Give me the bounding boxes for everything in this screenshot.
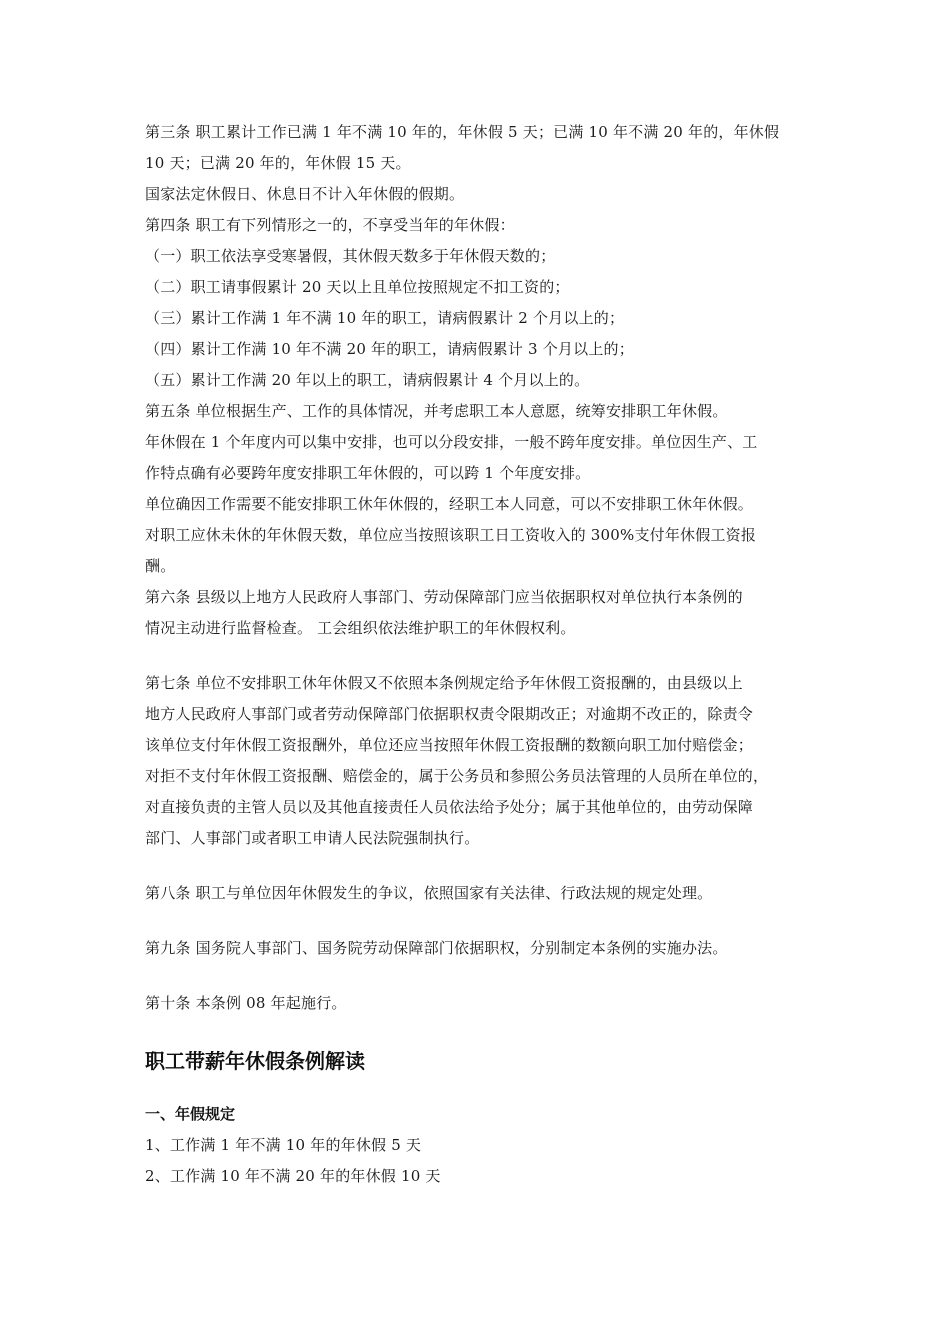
- article-7-line-1: 第七条 单位不安排职工休年休假又不依照本条例规定给予年休假工资报酬的，由县级以上: [145, 674, 743, 692]
- article-4-item-3: （三）累计工作满 1 年不满 10 年的职工，请病假累计 2 个月以上的；: [145, 309, 625, 327]
- article-7-line-5: 对直接负责的主管人员以及其他直接责任人员依法给予处分；属于其他单位的，由劳动保障: [145, 798, 754, 816]
- article-7-line-3: 该单位支付年休假工资报酬外，单位还应当按照年休假工资报酬的数额向职工加付赔偿金；: [145, 736, 754, 754]
- article-6-line-2: 情况主动进行监督检查。 工会组织依法维护职工的年休假权利。: [145, 619, 576, 637]
- article-7-line-4: 对拒不支付年休假工资报酬、赔偿金的，属于公务员和参照公务员法管理的人员所在单位的，: [145, 767, 769, 785]
- rule-item-1: 1、工作满 1 年不满 10 年的年休假 5 天: [145, 1136, 422, 1154]
- article-6-line-1: 第六条 县级以上地方人民政府人事部门、劳动保障部门应当依据职权对单位执行本条例的: [145, 588, 743, 606]
- section-title: 职工带薪年休假条例解读: [145, 1049, 365, 1073]
- article-4-line-1: 第四条 职工有下列情形之一的，不享受当年的年休假：: [145, 216, 515, 234]
- article-7-line-2: 地方人民政府人事部门或者劳动保障部门依据职权责令限期改正；对逾期不改正的，除责令: [145, 705, 754, 723]
- paragraph-gap: [145, 1019, 813, 1043]
- article-5-line-5: 对职工应休未休的年休假天数，单位应当按照该职工日工资收入的 300%支付年休假工资报: [145, 526, 757, 544]
- article-5-line-3: 作特点确有必要跨年度安排职工年休假的，可以跨 1 个年度安排。: [145, 464, 591, 482]
- article-10: 第十条 本条例 08 年起施行。: [145, 994, 347, 1012]
- document-page: [145, 117, 813, 1192]
- article-5-line-4: 单位确因工作需要不能安排职工休年休假的，经职工本人同意，可以不安排职工休年休假。: [145, 495, 754, 513]
- article-4-item-5: （五）累计工作满 20 年以上的职工，请病假累计 4 个月以上的。: [145, 371, 590, 389]
- heading-gap: [145, 1079, 813, 1099]
- article-9: 第九条 国务院人事部门、国务院劳动保障部门依据职权，分别制定本条例的实施办法。: [145, 939, 728, 957]
- article-4-item-1: （一）职工依法享受寒暑假，其休假天数多于年休假天数的；: [145, 247, 556, 265]
- section-subheading: 一、年假规定: [145, 1105, 236, 1123]
- article-5-line-1: 第五条 单位根据生产、工作的具体情况，并考虑职工本人意愿，统筹安排职工年休假。: [145, 402, 728, 420]
- paragraph-gap: [145, 964, 813, 988]
- paragraph-gap: [145, 909, 813, 933]
- rule-item-2: 2、工作满 10 年不满 20 年的年休假 10 天: [145, 1167, 441, 1185]
- paragraph-gap: [145, 644, 813, 668]
- article-4-item-2: （二）职工请事假累计 20 天以上且单位按照规定不扣工资的；: [145, 278, 570, 296]
- article-8: 第八条 职工与单位因年休假发生的争议，依照国家有关法律、行政法规的规定处理。: [145, 884, 713, 902]
- article-3-line-1: 第三条 职工累计工作已满 1 年不满 10 年的，年休假 5 天；已满 10 年不满 20 年的，年休假: [145, 123, 780, 141]
- article-3-line-3: 国家法定休假日、休息日不计入年休假的假期。: [145, 185, 465, 203]
- paragraph-gap: [145, 854, 813, 878]
- article-3-line-2: 10 天；已满 20 年的，年休假 15 天。: [145, 154, 411, 172]
- article-7-line-6: 部门、人事部门或者职工申请人民法院强制执行。: [145, 829, 480, 847]
- article-5-line-2: 年休假在 1 个年度内可以集中安排，也可以分段安排，一般不跨年度安排。单位因生产、工: [145, 433, 758, 451]
- article-4-item-4: （四）累计工作满 10 年不满 20 年的职工，请病假累计 3 个月以上的；: [145, 340, 634, 358]
- article-5-line-6: 酬。: [145, 557, 176, 575]
